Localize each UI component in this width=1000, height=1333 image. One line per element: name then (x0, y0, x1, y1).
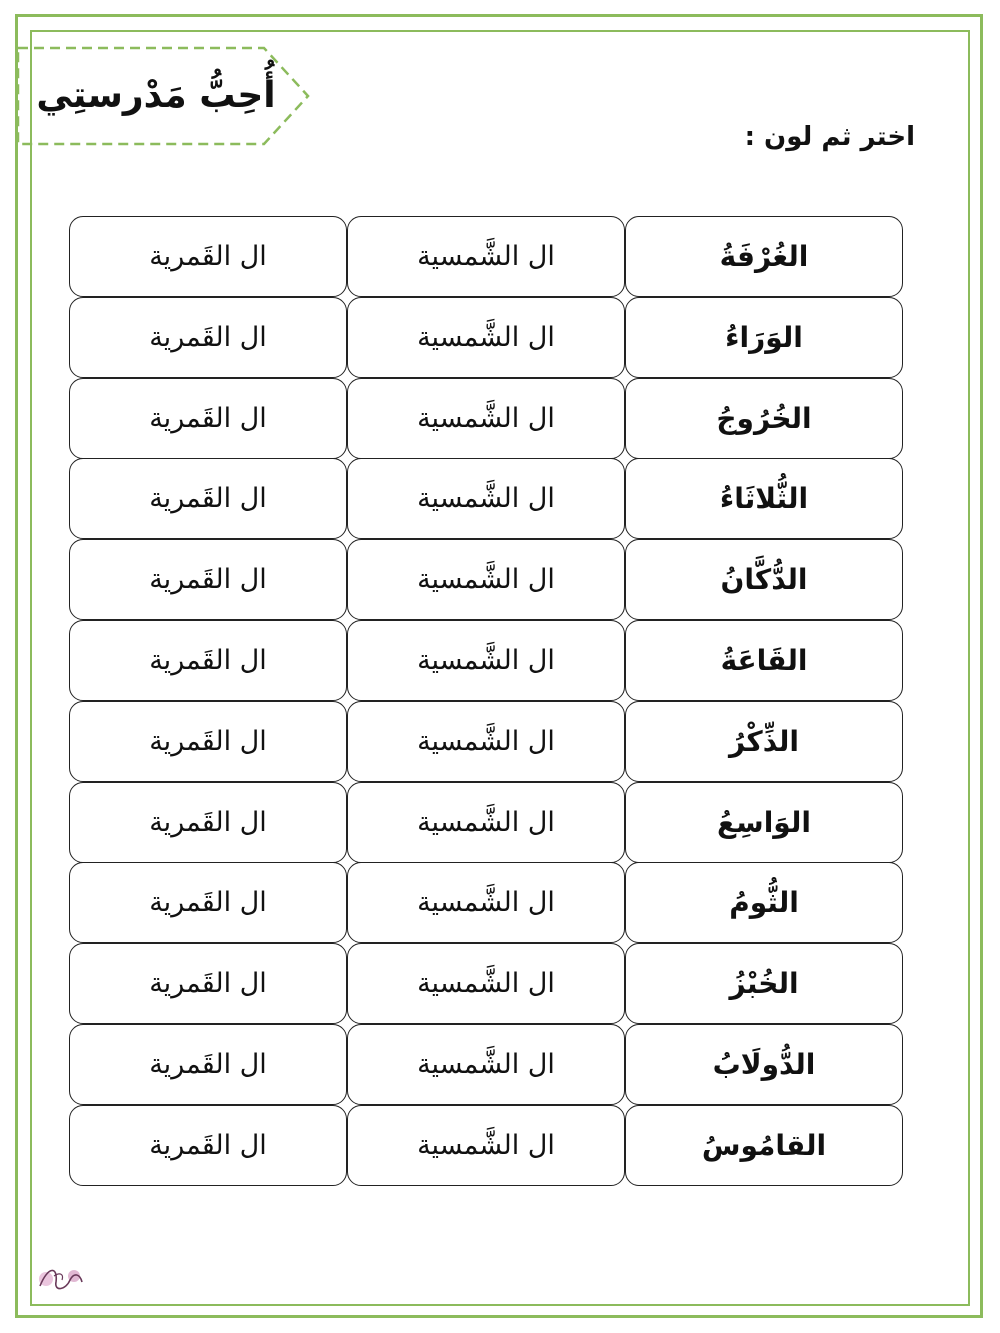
option-moon-letters[interactable]: ال القَمرية (69, 701, 347, 782)
word-cell: الدُّولَابُ (625, 1024, 903, 1105)
grid-row (67, 701, 903, 782)
word-cell: الغُرْفَةُ (625, 216, 903, 297)
instruction-text: اختر ثم لون : (744, 122, 915, 152)
option-moon-letters[interactable]: ال القَمرية (69, 620, 347, 701)
option-sun-letters[interactable]: ال الشَّمسية (347, 1024, 625, 1105)
option-moon-letters[interactable]: ال القَمرية (69, 378, 347, 459)
option-sun-letters[interactable]: ال الشَّمسية (347, 620, 625, 701)
option-sun-letters[interactable]: ال الشَّمسية (347, 782, 625, 863)
word-cell: القَاعَةُ (625, 620, 903, 701)
option-moon-letters[interactable]: ال القَمرية (69, 458, 347, 539)
option-sun-letters[interactable]: ال الشَّمسية (347, 943, 625, 1024)
option-sun-letters[interactable]: ال الشَّمسية (347, 378, 625, 459)
grid-row (67, 458, 903, 539)
word-cell: الوَرَاءُ (625, 297, 903, 378)
option-moon-letters[interactable]: ال القَمرية (69, 1105, 347, 1186)
grid-row (67, 620, 903, 701)
option-moon-letters[interactable]: ال القَمرية (69, 862, 347, 943)
grid-row (67, 943, 903, 1024)
title-tag (16, 46, 316, 146)
word-cell: الدُّكَّانُ (625, 539, 903, 620)
option-moon-letters[interactable]: ال القَمرية (69, 782, 347, 863)
grid-row (67, 782, 903, 863)
option-moon-letters[interactable]: ال القَمرية (69, 297, 347, 378)
option-sun-letters[interactable]: ال الشَّمسية (347, 862, 625, 943)
word-cell: الخُرُوجُ (625, 378, 903, 459)
option-moon-letters[interactable]: ال القَمرية (69, 216, 347, 297)
word-cell: القامُوسُ (625, 1105, 903, 1186)
word-cell: الثُّومُ (625, 862, 903, 943)
grid-row (67, 297, 903, 378)
option-sun-letters[interactable]: ال الشَّمسية (347, 701, 625, 782)
grid-row (67, 539, 903, 620)
grid-row (67, 1105, 903, 1186)
option-moon-letters[interactable]: ال القَمرية (69, 1024, 347, 1105)
word-cell: الخُبْزُ (625, 943, 903, 1024)
word-cell: الثُّلاثَاءُ (625, 458, 903, 539)
grid-row (67, 862, 903, 943)
option-moon-letters[interactable]: ال القَمرية (69, 539, 347, 620)
grid-row (67, 216, 903, 297)
option-sun-letters[interactable]: ال الشَّمسية (347, 458, 625, 539)
word-cell: الوَاسِعُ (625, 782, 903, 863)
option-sun-letters[interactable]: ال الشَّمسية (347, 539, 625, 620)
page-title: أُحِبُّ مَدْرستِي (36, 75, 276, 116)
option-sun-letters[interactable]: ال الشَّمسية (347, 216, 625, 297)
word-cell: الذِّكْرُ (625, 701, 903, 782)
grid-row (67, 378, 903, 459)
signature-logo-icon (34, 1262, 86, 1296)
answer-grid (67, 216, 903, 1186)
grid-row (67, 1024, 903, 1105)
option-moon-letters[interactable]: ال القَمرية (69, 943, 347, 1024)
option-sun-letters[interactable]: ال الشَّمسية (347, 297, 625, 378)
option-sun-letters[interactable]: ال الشَّمسية (347, 1105, 625, 1186)
